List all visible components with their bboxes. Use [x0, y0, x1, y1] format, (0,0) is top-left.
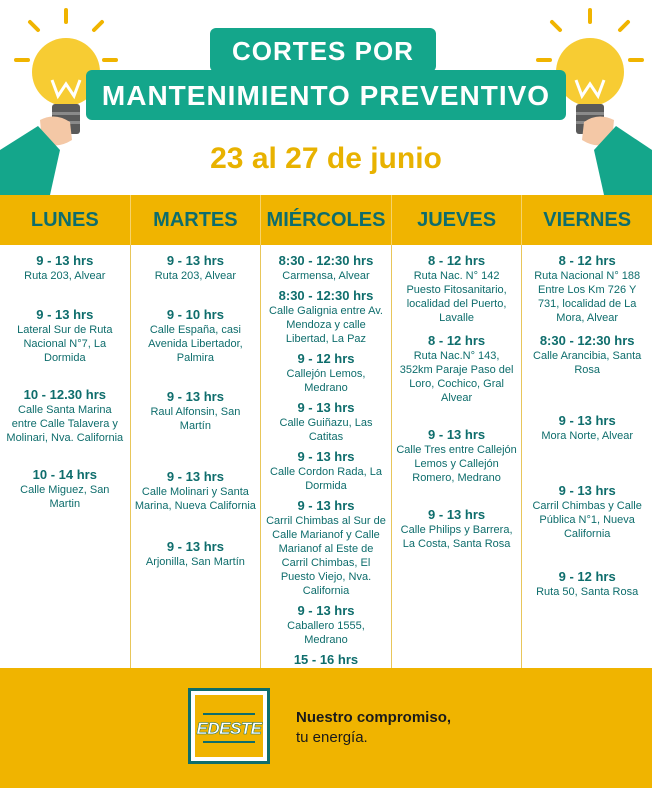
entry-place: Calle Santa Marina entre Calle Talavera y Molinari, Nva. California [6, 404, 124, 444]
day-header-jueves: JUEVES [392, 195, 523, 245]
entry-time: 9 - 13 hrs [36, 307, 94, 322]
column-martes [131, 245, 262, 668]
entry-time: 9 - 12 hrs [297, 351, 355, 366]
entry-place: Ruta 203, Alvear [24, 270, 106, 282]
entry-place: Calle Arancibia, Santa Rosa [533, 350, 642, 376]
entry-time: 9 - 13 hrs [166, 253, 224, 268]
entry-time: 10 - 12.30 hrs [23, 387, 106, 402]
entry-time: 9 - 13 hrs [297, 603, 355, 618]
schedule-entry [261, 449, 391, 493]
entry-place: Calle España, casi Avenida Libertador, Palmira [148, 324, 243, 364]
page-title-line2: MANTENIMIENTO PREVENTIVO [101, 80, 551, 111]
slogan [296, 708, 451, 748]
entry-place: Calle Guiñazu, Las Catitas [279, 417, 373, 443]
title-box-line2 [86, 70, 566, 120]
schedule-entry [0, 467, 130, 511]
column-viernes [522, 245, 652, 668]
entry-time: 9 - 13 hrs [428, 427, 486, 442]
schedule-entry [0, 253, 130, 283]
entry-time: 9 - 13 hrs [166, 469, 224, 484]
day-header-miercoles: MIÉRCOLES [261, 195, 392, 245]
entry-time: 8 - 12 hrs [428, 253, 486, 268]
schedule-entry [0, 307, 130, 365]
entry-place: Ruta Nac. N° 142 Puesto Fitosanitario, localidad del Puerto, Lavalle [406, 270, 507, 324]
entry-time: 9 - 13 hrs [166, 539, 224, 554]
entry-place: Callejón Lemos, Medrano [286, 368, 366, 394]
entry-place: Calle Molinari y Santa Marina, Nueva California [134, 486, 256, 512]
schedule-entry [131, 389, 261, 433]
footer [0, 668, 652, 788]
schedule-entry [261, 288, 391, 346]
entry-time: 10 - 14 hrs [32, 467, 97, 482]
schedule-entry [522, 413, 652, 443]
entry-time: 15 - 16 hrs [293, 652, 359, 667]
entry-time: 9 - 10 hrs [166, 307, 224, 322]
entry-time: 8 - 12 hrs [428, 333, 486, 348]
hero-banner [0, 0, 652, 195]
column-lunes [0, 245, 131, 668]
logo-text: EDESTE [196, 719, 262, 738]
schedule-entry [392, 333, 522, 405]
edeste-logo [188, 688, 270, 764]
slogan-line1: Nuestro compromiso, [296, 709, 452, 726]
entry-place: Ruta 203, Alvear [154, 270, 237, 282]
day-header-martes: MARTES [131, 195, 262, 245]
entry-place: Ruta 50, Santa Rosa [536, 586, 639, 598]
day-header-viernes: VIERNES [543, 209, 632, 231]
entry-place: Ruta Nacional N° 188 Entre Los Km 726 Y 731, localidad de La Mora, Alvear [534, 270, 641, 324]
entry-time: 8:30 - 12:30 hrs [278, 288, 374, 303]
day-header-lunes: LUNES [0, 195, 131, 245]
title-box-line1 [210, 28, 436, 72]
schedule-entry [131, 307, 261, 365]
schedule-entry [131, 253, 261, 283]
entry-time: 8:30 - 12:30 hrs [539, 333, 635, 348]
entry-place: Calle Philips y Barrera, La Costa, Santa Rosa [400, 524, 513, 550]
schedule-entry [261, 498, 391, 598]
entry-place: Ruta Nac.N° 143, 352km Paraje Paso del Loro, Cochico, Gral Alvear [399, 350, 514, 404]
entry-time: 9 - 13 hrs [428, 507, 486, 522]
entry-place: Lateral Sur de Ruta Nacional N°7, La Dormida [17, 324, 113, 364]
schedule-entry [522, 483, 652, 541]
schedule-entry [392, 253, 522, 325]
entry-time: 9 - 12 hrs [558, 569, 616, 584]
column-jueves [392, 245, 523, 668]
schedule-entry [261, 351, 391, 395]
schedule-entry [522, 333, 652, 377]
logo-bar-top [203, 713, 255, 715]
entry-place: Calle Cordon Rada, La Dormida [270, 466, 382, 492]
entry-place: Calle Galignia entre Av. Mendoza y calle Libertad, La Paz [269, 305, 383, 345]
slogan-line2: tu energía. [296, 729, 368, 746]
schedule-entry [261, 400, 391, 444]
entry-time: 9 - 13 hrs [166, 389, 224, 404]
schedule-entry [392, 427, 522, 485]
entry-time: 9 - 13 hrs [297, 449, 355, 464]
entry-time: 9 - 13 hrs [558, 413, 616, 428]
schedule-entry [261, 253, 391, 283]
entry-place: Carril Chimbas y Calle Pública N°1, Nueva California [532, 500, 642, 540]
schedule-entry [131, 469, 261, 513]
entry-place: Arjonilla, San Martín [145, 556, 245, 568]
page-title-line1: CORTES POR [232, 36, 414, 66]
schedule-entry [522, 253, 652, 325]
day-header-bar [0, 195, 652, 245]
entry-place: Carmensa, Alvear [282, 270, 370, 282]
entry-time: 9 - 13 hrs [36, 253, 94, 268]
entry-place: Calle Tres entre Callejón Lemos y Callejón Romero, Medrano [396, 444, 517, 484]
entry-time: 8 - 12 hrs [558, 253, 616, 268]
schedule-grid [0, 245, 652, 668]
entry-time: 9 - 13 hrs [297, 498, 355, 513]
schedule-entry [131, 539, 261, 569]
entry-place: Carril Chimbas al Sur de Calle Marianof y Calle Marianof al Este de Carril Chimbas, El Puesto Viejo, Nva. California [266, 515, 386, 597]
entry-time: 8:30 - 12:30 hrs [278, 253, 374, 268]
date-range: 23 al 27 de junio [210, 142, 442, 175]
column-miercoles [261, 245, 392, 668]
entry-place: Raul Alfonsin, San Martín [150, 406, 241, 432]
entry-time: 9 - 13 hrs [558, 483, 616, 498]
schedule-entry [261, 603, 391, 647]
schedule-entry [522, 569, 652, 599]
logo-background [195, 695, 263, 757]
entry-place: Calle Miguez, San Martin [20, 484, 110, 510]
schedule-entry [0, 387, 130, 445]
entry-place: Mora Norte, Alvear [541, 430, 634, 442]
entry-place: Caballero 1555, Medrano [287, 620, 365, 646]
entry-time: 9 - 13 hrs [297, 400, 355, 415]
logo-bar-bottom [203, 741, 255, 743]
schedule-entry [392, 507, 522, 551]
